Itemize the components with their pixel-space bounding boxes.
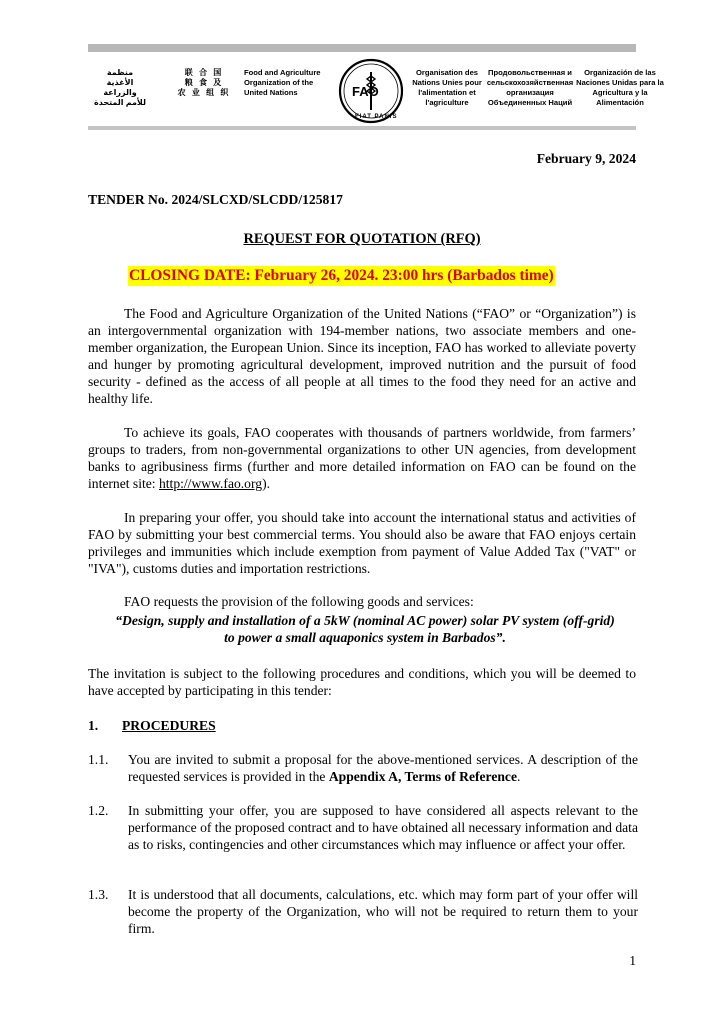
header-russian-name — [484, 68, 576, 108]
list-item-text: You are invited to submit a proposal for the above-mentioned services. A description of the requested services is provided in the — [128, 752, 638, 784]
header-russian-line: Объединенных Наций — [487, 98, 573, 107]
paragraph-text: FAO requests the provision of the following goods and services: — [124, 594, 474, 609]
paragraph-partners — [88, 424, 636, 492]
section-title: PROCEDURES — [122, 718, 216, 733]
header-arabic-line: منظمة — [106, 68, 134, 77]
header-french-line: l'agriculture — [425, 98, 469, 107]
header-arabic-line: للأمم المتحدة — [93, 98, 146, 107]
header-arabic-name — [92, 68, 148, 108]
fao-website-link[interactable]: http://www.fao.org — [158, 476, 263, 491]
list-item — [128, 751, 638, 785]
paragraph-text: The Food and Agriculture Organization of the United Nations (“FAO” or “Organization”) is an intergovernmental organization with 194-member nations, two associate members and one-member organization, the European Union. Since its inception, FAO has worked to alleviate poverty and hunger by promoting agricultural development, improved nutrition and the pursuit of food security - defined as the access of all people at all times to the food they need for an active and healthy life. — [88, 306, 636, 406]
logo-motto: FIAT PANIS — [355, 114, 398, 120]
header-chinese-line: 农 业 组 织 — [177, 88, 231, 97]
document-date: February 9, 2024 — [536, 151, 636, 166]
header-french-line: Organisation des — [415, 68, 479, 77]
header-spanish-line: Naciones Unidas para la — [576, 78, 664, 87]
list-item-number: 1.1. — [88, 752, 109, 767]
paragraph-text: To achieve its goals, FAO cooperates with thousands of partners worldwide, from farmers’ groups to traders, from non-governmental organizations to other UN agencies, from development banks to agribusiness firms (further and more detailed information on FAO can be found on the internet site: — [88, 425, 636, 491]
header-french-line: l'alimentation et — [418, 88, 476, 97]
header-chinese-name — [170, 68, 238, 98]
paragraph-text-wrap — [88, 424, 636, 492]
header-english-name — [244, 68, 332, 98]
header-english-line: United Nations — [244, 88, 298, 97]
page-number: 1 — [629, 953, 636, 968]
header-arabic-line: الأغذية والزراعة — [103, 78, 137, 97]
logo-letter: FAO — [352, 84, 379, 99]
requested-services-title: “Design, supply and installation of a 5kW (nominal AC power) solar PV system (off-grid) to power a small aquaponics system in Barbados”. — [115, 613, 615, 645]
header-spanish-line: Agricultura y la — [592, 88, 648, 97]
list-item-number: 1.3. — [88, 887, 109, 902]
tender-number: TENDER No. 2024/SLCXD/SLCDD/125817 — [88, 192, 343, 207]
list-item: It is understood that all documents, calculations, etc. which may form part of your offer will become the property of the Organization, who will not be required to return them to your firm. — [128, 887, 638, 936]
header-russian-line: сельскохозяйственная — [486, 78, 574, 87]
list-item: In submitting your offer, you are supposed to have considered all aspects relevant to the performance of the proposed contract and to have obtained all necessary information and data as to risks, contingencies and other circumstances which may influence or affect your offer. — [128, 803, 638, 852]
header-spanish-line: Organización de las — [584, 68, 656, 77]
appendix-reference: Appendix A, Terms of Reference — [328, 769, 517, 784]
paragraph-text: ). — [262, 476, 270, 491]
paragraph-text: In preparing your offer, you should take into account the international status and activities of FAO by submitting your best commercial terms. You should also be aware that FAO enjoys certain privileges and immunities which include exemption from payment of Value Added Tax ("VAT" or "IVA"), customs duties and importation restrictions. — [88, 510, 636, 576]
header-top-rule — [88, 44, 636, 52]
page-title: REQUEST FOR QUOTATION (RFQ) — [243, 231, 481, 247]
header-bottom-rule — [88, 126, 636, 130]
list-item-number: 1.2. — [88, 803, 109, 818]
header-english-line: Food and Agriculture — [244, 68, 321, 77]
header-english-line: Organization of the — [244, 78, 314, 87]
section-number: 1. — [88, 718, 99, 733]
header-spanish-line: Alimentación — [596, 98, 644, 107]
paragraph-about-fao — [88, 305, 636, 407]
closing-date-banner: CLOSING DATE: February 26, 2024. 23:00 hrs (Barbados time) — [129, 267, 554, 284]
paragraph-privileges — [88, 509, 636, 577]
fao-wheat-logo-icon — [338, 58, 404, 124]
header-russian-line: организация — [506, 88, 554, 97]
header-spanish-name — [574, 68, 666, 108]
header-russian-line: Продовольственная и — [488, 68, 572, 77]
header-french-name — [411, 68, 483, 108]
list-item-text: . — [517, 769, 521, 784]
paragraph-conditions: The invitation is subject to the following procedures and conditions, which you will be deemed to have accepted by participating in this tender: — [88, 666, 636, 698]
paragraph-request-intro — [88, 593, 636, 610]
header-french-line: Nations Unies pour — [412, 78, 482, 87]
header-chinese-line: 粮 食 及 — [184, 78, 224, 87]
header-chinese-line: 联 合 国 — [184, 68, 224, 77]
